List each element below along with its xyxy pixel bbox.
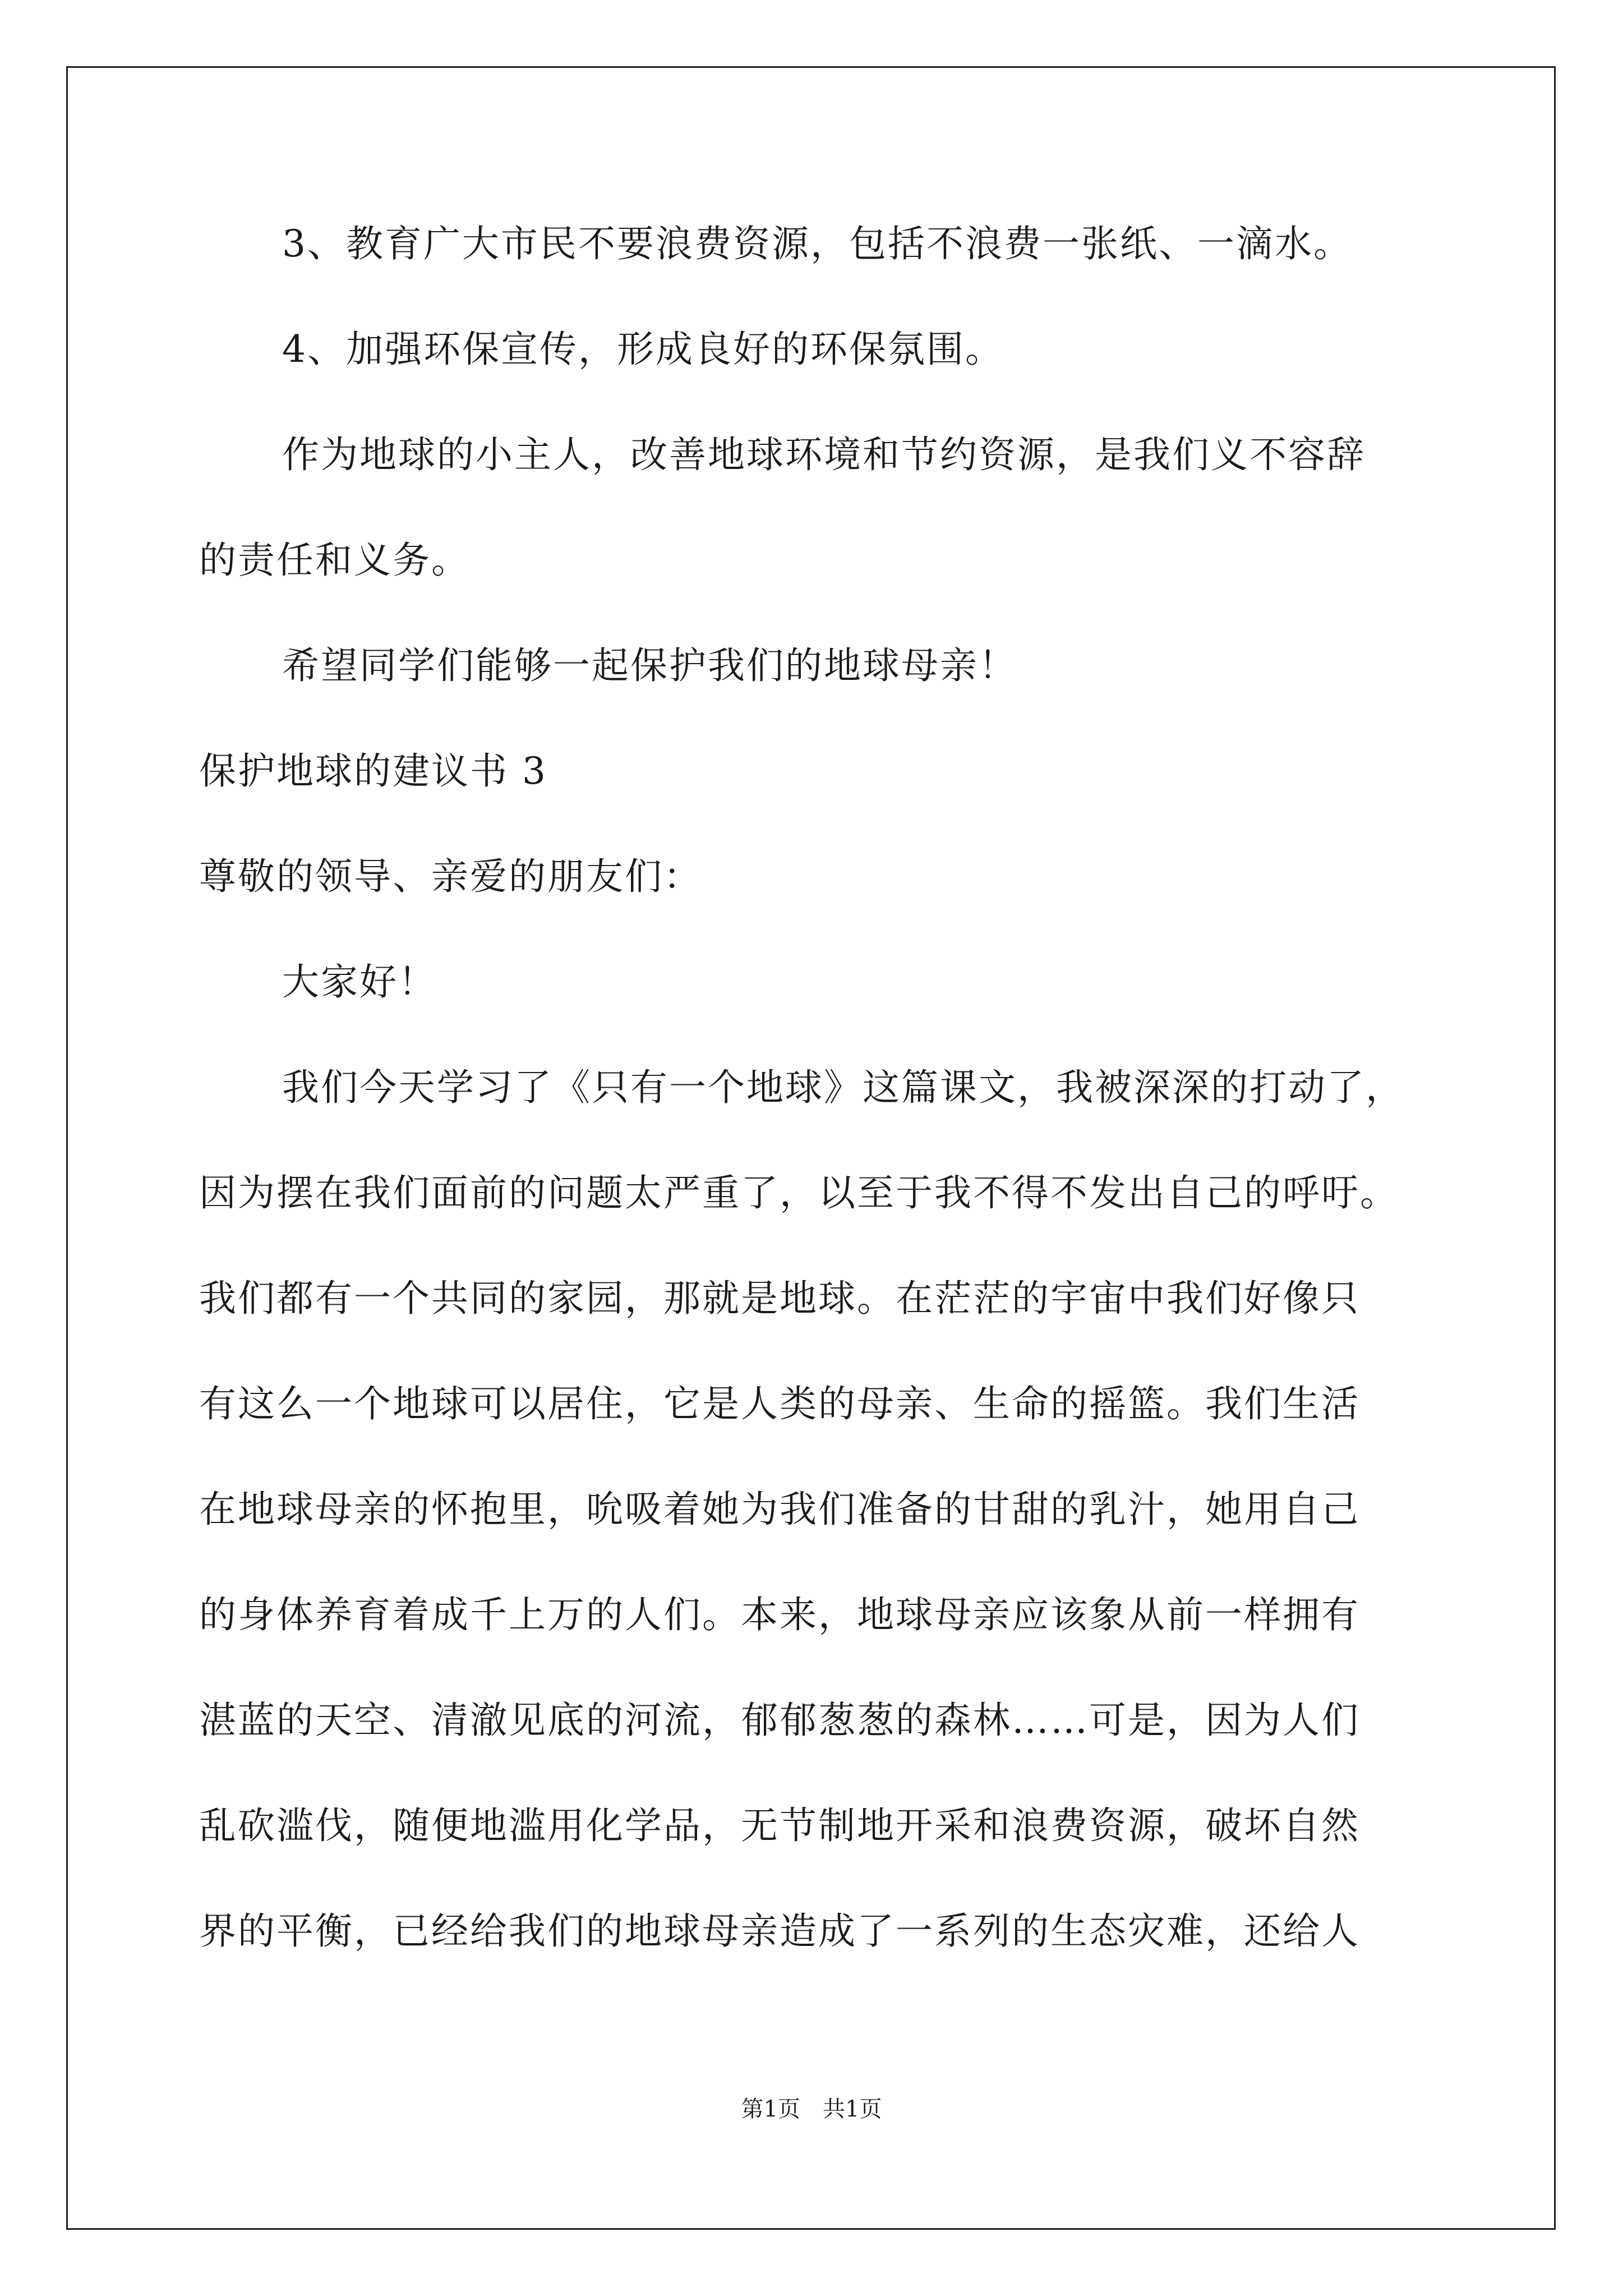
paragraph-line: 界的平衡，已经给我们的地球母亲造成了一系列的生态灾难，还给人 [199, 1910, 1360, 1953]
paragraph-line: 乱砍滥伐，随便地滥用化学品，无节制地开采和浪费资源，破坏自然 [199, 1804, 1360, 1847]
page-border [66, 66, 1556, 2230]
paragraph-line: 3、教育广大市民不要浪费资源，包括不浪费一张纸、一滴水。 [282, 222, 1352, 265]
paragraph-line: 的责任和义务。 [199, 539, 470, 582]
salutation: 尊敬的领导、亲爱的朋友们： [199, 855, 702, 898]
greeting: 大家好！ [282, 960, 437, 1004]
paragraph-line: 湛蓝的天空、清澈见底的河流，郁郁葱葱的森林……可是，因为人们 [199, 1699, 1360, 1742]
paragraph-line: 我们都有一个共同的家园，那就是地球。在茫茫的宇宙中我们好像只 [199, 1277, 1360, 1320]
paragraph-line: 我们今天学习了《只有一个地球》这篇课文，我被深深的打动了， [282, 1066, 1404, 1109]
paragraph-line: 作为地球的小主人，改善地球环境和节约资源，是我们义不容辞 [282, 433, 1366, 476]
paragraph-line: 因为摆在我们面前的问题太严重了，以至于我不得不发出自己的呼吁。 [199, 1171, 1399, 1214]
paragraph-line: 的身体养育着成千上万的人们。本来，地球母亲应该象从前一样拥有 [199, 1593, 1360, 1636]
page-number-footer: 第1页 共1页 [741, 2096, 882, 2122]
paragraph-line: 希望同学们能够一起保护我们的地球母亲！ [282, 644, 1017, 687]
paragraph-line: 在地球母亲的怀抱里，吮吸着她为我们准备的甘甜的乳汁，她用自己 [199, 1488, 1360, 1531]
section-title: 保护地球的建议书 3 [199, 749, 547, 793]
paragraph-line: 有这么一个地球可以居住，它是人类的母亲、生命的摇篮。我们生活 [199, 1382, 1360, 1425]
paragraph-line: 4、加强环保宣传，形成良好的环保氛围。 [282, 328, 1004, 371]
